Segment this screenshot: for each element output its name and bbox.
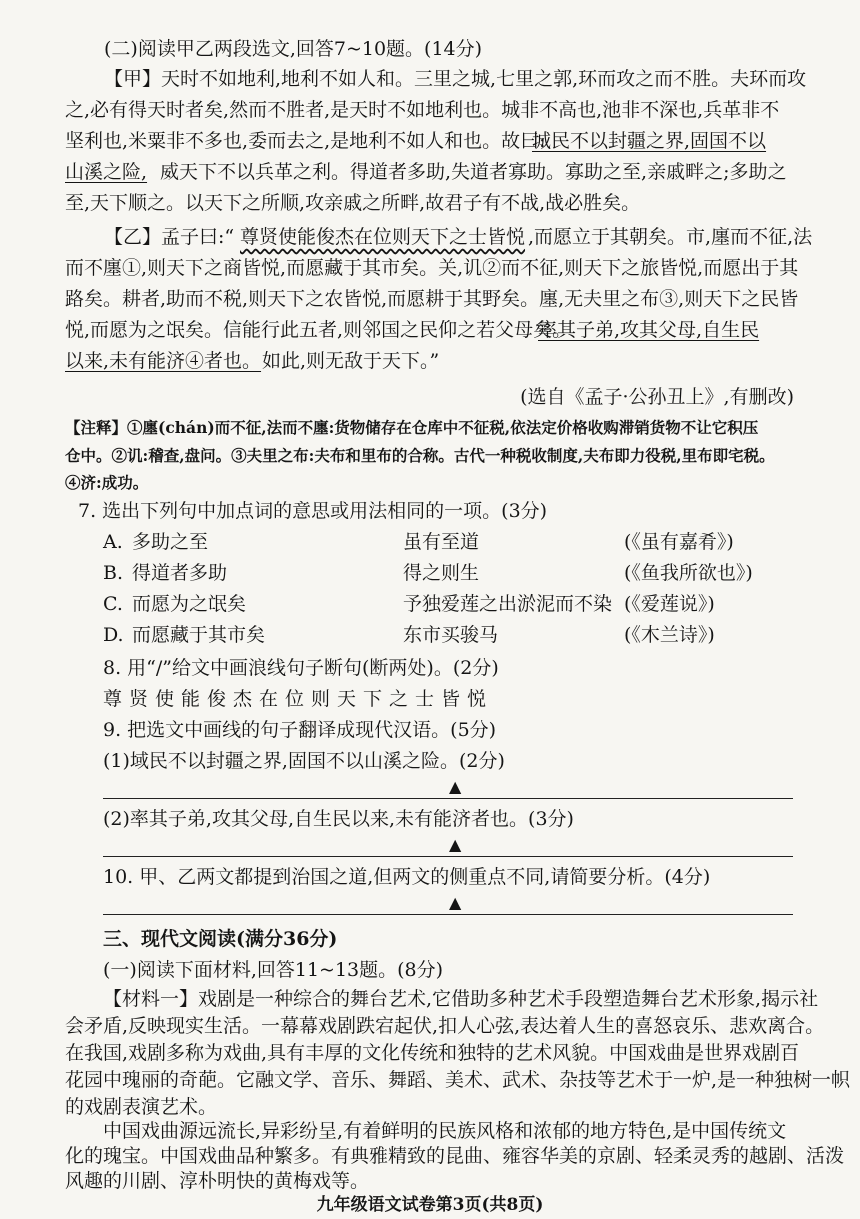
answer-marker-1: ▲ — [449, 777, 462, 796]
para2-line-3-text: 风趣的川剧、淳朴明快的黄梅戏等。 — [65, 1170, 370, 1192]
answer-marker-2: ▲ — [449, 835, 462, 854]
exam-page: (二)阅读甲乙两段选文,回答7~10题。(14分) 【甲】天时不如地利,地利不如人和。三里之城,七里之郭,环而攻之而不胜。夫环而攻 之,必有得天时者矣,然而不胜者,是天时不如地利也。城非不高也,池非不深也,兵革非不 坚利也,米粟非不多也,委而去之,是地利不如人和也。故曰: 城民不以封疆之界,固国不以 山溪之险, 威天下不以兵革之利。得道者多助,失道者寡助。寡助之至,亲戚畔之;多助之 至,天下顺之。以天下之所顺,攻亲戚之所畔,故君子有不战,战必胜矣。 【乙】孟子曰:“ 尊贤使能俊杰在位则天下之士皆悦 ,而愿立于其朝矣。市,廛而不征,法 而不廛①,则天下之商皆悦,而愿藏于其市矣。关,讥②而不征,则天下之旅皆悦,而愿出于其 路矣。耕者,助而不税,则天下之农皆悦,而愿耕于其野矣。廛,无夫里之布③,则天下之民皆 悦,而愿为之氓矣。信能行此五者,则邻国之民仰之若父母矣。 率其子弟,攻其父母,自生民 以来,未有能济④者也。 如此,则无敌于天下。” (选自《孟子·公孙丑上》,有删改) 【注释】①廛(chán)而不征,法而不廛:货物储存在仓库中不征税,依法定价格收购滞销货物不让它积压 仓中。②讥:稽查,盘问。③夫里之布:夫布和里布的合称。古代一种税收制度,夫布即力役税,里布即宅税。 ④济:成功。 7. 选出下列句中加点词的意思或用法相同的一项。(3分) A. 多助之至 虽有至道 (《虽有嘉肴》) B. 得道者多助 得之则生 (《鱼我所欲也》) C. 而愿为之氓矣 予独爱莲之出淤泥而不染 (《爱莲说》) D. 而愿藏于其市矣 东市买骏马 (《木兰诗》) 8. 用“/”给文中画浪线句子断句(断两处)。(2分) 尊贤使能俊杰在位则天下之士皆悦 9. 把选文中画线的句子翻译成现代汉语。(5分) (1)域民不以封疆之界,固国不以山溪之险。(2分) ▲ (2)率其子弟,攻其父母,自生民以来,未有能济者也。(3分) ▲ 10. 甲、乙两文都提到治国之道,但两文的侧重点不同,请简要分析。(4分) ▲ 三、现代文阅读(满分36分) (一)阅读下面材料,回答11~13题。(8分) 【材料一】戏剧是一种综合的舞台艺术,它借助多种艺术手段塑造舞台艺术形象,揭示社 会矛盾,反映现实生活。一幕幕戏剧跌宕起伏,扣人心弦,表达着人生的喜怒哀乐、悲欢离合。 在我国,戏剧多称为戏曲,具有丰厚的文化传统和独特的艺术风貌。中国戏曲是世界戏剧百 花园中瑰丽的奇葩。它融文学、音乐、舞蹈、美术、武术、杂技等艺术于一炉,是一种独树一帜 的戏剧表演艺术。 中国戏曲源远流长,异彩纷呈,有着鲜明的民族风格和浓郁的地方特色,是中国传统文 化的瑰宝。中国戏曲品种繁多。有典雅精致的昆曲、雍容华美的京剧、轻柔灵秀的越剧、活泼 风趣的川剧、淳朴明快的黄梅戏等。 九年级语文试卷第3页(共8页) — [0, 0, 860, 1216]
underlined-sentence-2a: 率其子弟,攻其父母,自生民 — [538, 319, 760, 341]
page-footer-text: 九年级语文试卷第3页(共8页) — [316, 1195, 544, 1215]
answer-marker-3: ▲ — [449, 893, 462, 912]
wavy-sentence: 尊贤使能俊杰在位则天下之士皆悦 — [240, 226, 526, 248]
underlined-sentence-1a: 城民不以封疆之界,固国不以 — [532, 130, 767, 152]
answer-line-3[interactable] — [103, 914, 793, 915]
underlined-sentence-2b: 以来,未有能济④者也。 — [65, 350, 262, 372]
answer-line-1[interactable] — [103, 798, 793, 799]
underlined-sentence-1b: 山溪之险, — [65, 161, 148, 183]
answer-line-2[interactable] — [103, 856, 793, 857]
